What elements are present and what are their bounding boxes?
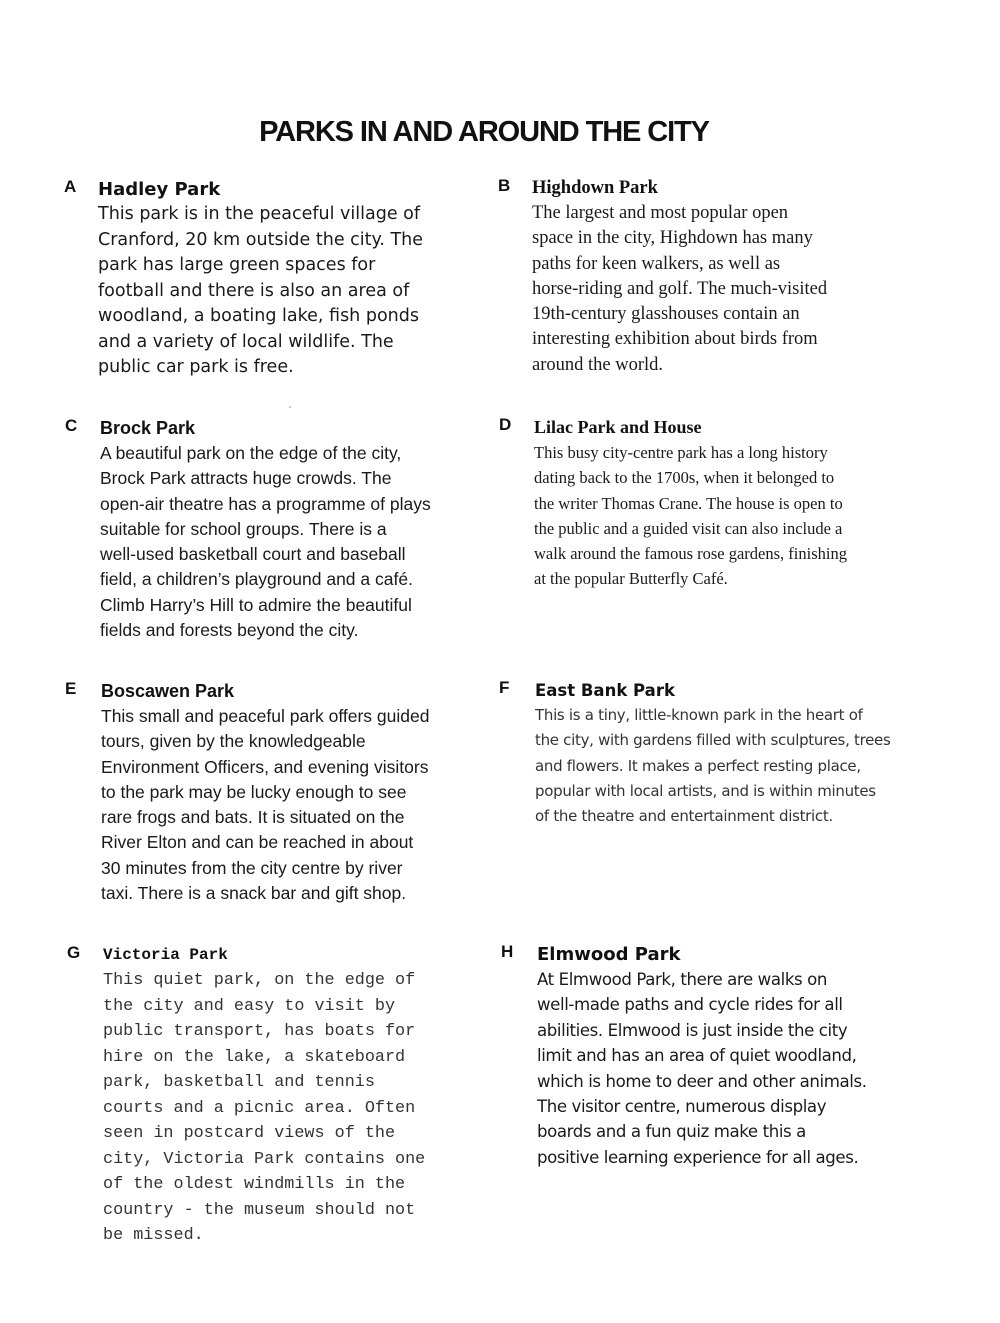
description-line: be missed. [103,1226,204,1245]
entry-letter: E [65,679,77,698]
description-line: interesting exhibition about birds from [532,329,818,350]
park-entry-b [498,176,918,378]
park-name: Victoria Park [103,946,228,964]
description-line: This busy city-centre park has a long history [534,443,828,462]
description-line: walk around the famous rose gardens, finishing [534,544,847,564]
description-line: hire on the lake, a skateboard [103,1047,406,1067]
description-line: A beautiful park on the edge of the city, [100,443,402,463]
entry-letter: G [67,943,81,962]
description-line: space in the city, Highdown has many [532,228,813,249]
description-line: horse-riding and golf. The much-visited [532,278,828,299]
description-line: the writer Thomas Crane. The house is open to [534,493,843,513]
description-line: and flowers. It makes a perfect resting place, [535,756,861,775]
entry-letter: C [65,416,78,435]
park-name: Elmwood Park [537,944,681,965]
park-description [101,704,485,906]
description-line: This is a tiny, little-known park in the heart of [535,706,863,724]
description-line: of the theatre and entertainment district. [535,807,833,826]
park-entry-h [501,942,941,1170]
description-line: the city and easy to visit by [103,996,396,1016]
park-name: Highdown Park [532,178,658,198]
description-line: paths for keen walkers, as well as [532,253,781,274]
description-line: public transport, has boats for [103,1022,416,1041]
description-line: public car park is free. [98,357,294,377]
park-description [532,201,918,378]
entry-letter: D [499,415,512,434]
scan-speck [289,406,291,408]
entry-letter: F [499,678,510,697]
park-entry-c [65,416,485,643]
park-name: Hadley Park [98,179,221,200]
description-line: rare frogs and bats. It is situated on the [101,807,405,828]
description-line: around the world. [532,354,664,375]
park-entry-d [499,415,939,592]
park-description [535,703,939,829]
description-line: River Elton and can be reached in about [101,832,414,853]
description-line: which is home to deer and other animals. [537,1071,867,1091]
description-line: The largest and most popular open [532,203,789,223]
description-line: Climb Harry’s Hill to admire the beautiful [100,594,412,615]
description-line: country - the museum should not [103,1200,416,1220]
description-line: and a variety of local wildlife. The [98,331,394,352]
description-line: suitable for school groups. There is a [100,518,387,539]
entry-letter: B [498,176,511,195]
park-description [103,968,497,1249]
description-line: at the popular Butterfly Café. [534,569,728,589]
description-line: field, a children’s playground and a café. [100,569,413,590]
description-line: 19th-century glasshouses contain an [532,304,800,325]
description-line: well-made paths and cycle rides for all [537,995,843,1015]
description-line: Brock Park attracts huge crowds. The [100,468,392,489]
description-line: the city, with gardens filled with sculptures, trees [535,731,891,750]
description-line: the public and a guided visit can also include a [534,518,843,538]
description-line: popular with local artists, and is within minutes [535,781,876,800]
description-line: dating back to the 1700s, when it belonged to [534,468,835,488]
description-line: open-air theatre has a programme of plays [100,493,431,514]
park-entry-g [67,943,497,1249]
description-line: tours, given by the knowledgeable [101,731,366,752]
park-entry-e [65,679,485,906]
description-line: well-used basketball court and baseball [100,544,406,565]
park-description [534,440,939,592]
description-line: abilities. Elmwood is just inside the city [537,1020,848,1040]
description-line: boards and a fun quiz make this a [537,1122,806,1142]
description-line: fields and forests beyond the city. [100,620,359,641]
description-line: woodland, a boating lake, fish ponds [98,306,419,326]
park-name: Boscawen Park [101,681,235,701]
park-name: East Bank Park [535,681,675,700]
description-line: park, basketball and tennis [103,1073,375,1092]
entry-letter: A [64,177,77,196]
description-line: of the oldest windmills in the [103,1175,406,1194]
park-description [100,441,485,643]
description-line: At Elmwood Park, there are walks on [537,970,828,989]
description-line: The visitor centre, numerous display [537,1097,827,1117]
entry-letter: H [501,942,514,961]
description-line: positive learning experience for all ages. [537,1147,859,1167]
description-line: This quiet park, on the edge of [103,971,416,990]
park-entry-a [64,177,484,381]
description-line: city, Victoria Park contains one [103,1149,426,1169]
description-line: football and there is also an area of [98,280,410,301]
description-line: seen in postcard views of the [103,1124,396,1143]
description-line: Cranford, 20 km outside the city. The [98,229,424,250]
park-entry-f [499,678,939,829]
description-line: to the park may be lucky enough to see [101,781,407,802]
park-description [537,967,941,1170]
description-line: This small and peaceful park offers guided [101,706,430,726]
page-title: PARKS IN AND AROUND THE CITY [259,116,709,148]
description-line: This park is in the peaceful village of [98,204,421,224]
description-line: taxi. There is a snack bar and gift shop. [101,883,407,904]
park-name: Lilac Park and House [534,417,702,437]
description-line: park has large green spaces for [98,255,376,275]
park-description [98,202,484,381]
description-line: courts and a picnic area. Often [103,1098,416,1118]
park-name: Brock Park [100,418,196,438]
description-line: 30 minutes from the city centre by river [101,857,403,878]
description-line: limit and has an area of quiet woodland, [537,1046,857,1066]
description-line: Environment Officers, and evening visitors [101,756,429,777]
